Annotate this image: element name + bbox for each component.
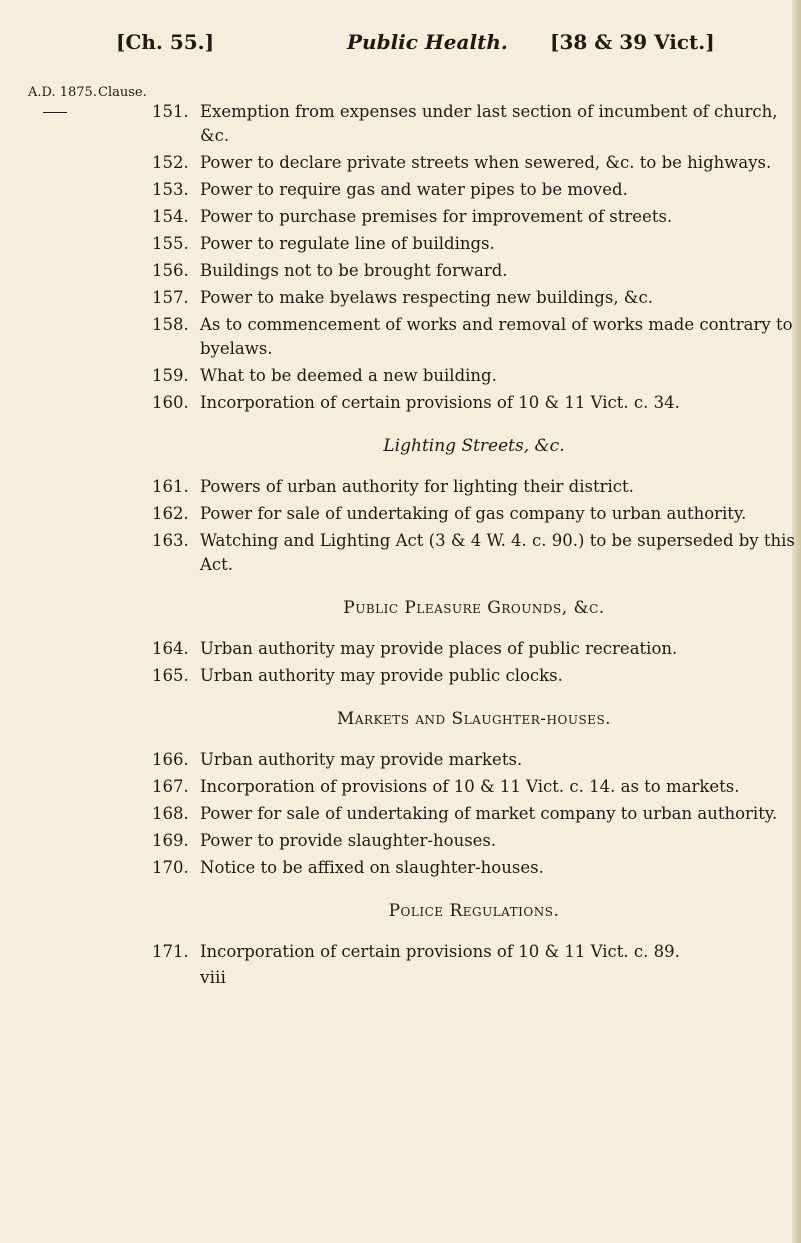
clause-entry (152, 391, 796, 415)
clause-number: 160. (152, 393, 189, 412)
clause-text: Urban authority may provide public clocks. (200, 666, 563, 685)
clause-number: 155. (152, 234, 189, 253)
clause-text: Buildings not to be brought forward. (200, 261, 508, 280)
margin-clause-label: Clause. (98, 85, 147, 100)
clause-text: Power to purchase premises for improvement of streets. (200, 207, 673, 226)
clause-text: As to commencement of works and removal of works made contrary to byelaws. (200, 315, 793, 358)
clause-number: 156. (152, 261, 189, 280)
clause-number: 154. (152, 207, 189, 226)
section-heading: Police Regulations. (388, 901, 560, 921)
clause-entry (152, 664, 796, 688)
clause-text: Urban authority may provide markets. (200, 750, 523, 769)
margin-year: A.D. 1875. (28, 85, 97, 100)
clause-text: Power for sale of undertaking of gas company to urban authority. (200, 504, 747, 523)
clause-number: 167. (152, 777, 189, 796)
page-number: viii (200, 968, 226, 988)
clause-entry (152, 313, 796, 361)
clause-entry (152, 940, 796, 964)
clause-number: 171. (152, 942, 189, 961)
header-chapter: [Ch. 55.] (116, 30, 215, 54)
clause-number: 153. (152, 180, 189, 199)
section-heading: Public Pleasure Grounds, &c. (343, 598, 605, 618)
clause-number: 161. (152, 477, 189, 496)
clause-entry (152, 637, 796, 661)
clause-number: 165. (152, 666, 189, 685)
clause-number: 158. (152, 315, 189, 334)
clause-entry (152, 856, 796, 880)
clause-entry (152, 178, 796, 202)
clause-number: 166. (152, 750, 189, 769)
clause-text: Incorporation of certain provisions of 10 & 11 Vict. c. 34. (200, 393, 680, 412)
section-heading: Lighting Streets, &c. (383, 436, 565, 456)
clause-number: 162. (152, 504, 189, 523)
clause-number: 164. (152, 639, 189, 658)
clause-text: Watching and Lighting Act (3 & 4 W. 4. c. 90.) to be superseded by this Act. (200, 531, 795, 574)
clause-entry (152, 364, 796, 388)
clause-entry (152, 151, 796, 175)
clause-number: 151. (152, 102, 189, 121)
clause-number: 168. (152, 804, 189, 823)
header-title: Public Health. (347, 30, 508, 54)
clause-text: Power to require gas and water pipes to be moved. (200, 180, 628, 199)
clause-entry (152, 502, 796, 526)
clause-number: 152. (152, 153, 189, 172)
clause-entry (152, 259, 796, 283)
clause-text: Power to provide slaughter-houses. (200, 831, 497, 850)
clause-list (0, 100, 801, 989)
clause-entry (152, 829, 796, 853)
clause-text: Power to regulate line of buildings. (200, 234, 495, 253)
clause-text: Incorporation of provisions of 10 & 11 Vict. c. 14. as to markets. (200, 777, 740, 796)
clause-text: Notice to be affixed on slaughter-houses. (200, 858, 544, 877)
clause-entry (152, 529, 796, 577)
clause-text: Power for sale of undertaking of market company to urban authority. (200, 804, 778, 823)
clause-text: Urban authority may provide places of public recreation. (200, 639, 678, 658)
running-header (116, 30, 758, 60)
clause-text: Exemption from expenses under last section of incumbent of church, &c. (200, 102, 778, 145)
clause-entry (152, 100, 796, 148)
clause-entry (152, 775, 796, 799)
clause-text: Power to make byelaws respecting new buildings, &c. (200, 288, 653, 307)
clause-entry (152, 205, 796, 229)
clause-entry (152, 748, 796, 772)
clause-number: 157. (152, 288, 189, 307)
clause-text: Powers of urban authority for lighting their district. (200, 477, 634, 496)
clause-entry (152, 475, 796, 499)
clause-entry (152, 232, 796, 256)
clause-entry (152, 802, 796, 826)
clause-number: 159. (152, 366, 189, 385)
section-heading: Markets and Slaughter-houses. (336, 709, 612, 729)
clause-number: 169. (152, 831, 189, 850)
clause-text: Incorporation of certain provisions of 10 & 11 Vict. c. 89. (200, 942, 680, 961)
clause-number: 163. (152, 531, 189, 550)
clause-entry (152, 286, 796, 310)
clause-text: What to be deemed a new building. (200, 366, 497, 385)
clause-text: Power to declare private streets when sewered, &c. to be highways. (200, 153, 772, 172)
header-regnal-year: [38 & 39 Vict.] (550, 30, 715, 54)
clause-number: 170. (152, 858, 189, 877)
